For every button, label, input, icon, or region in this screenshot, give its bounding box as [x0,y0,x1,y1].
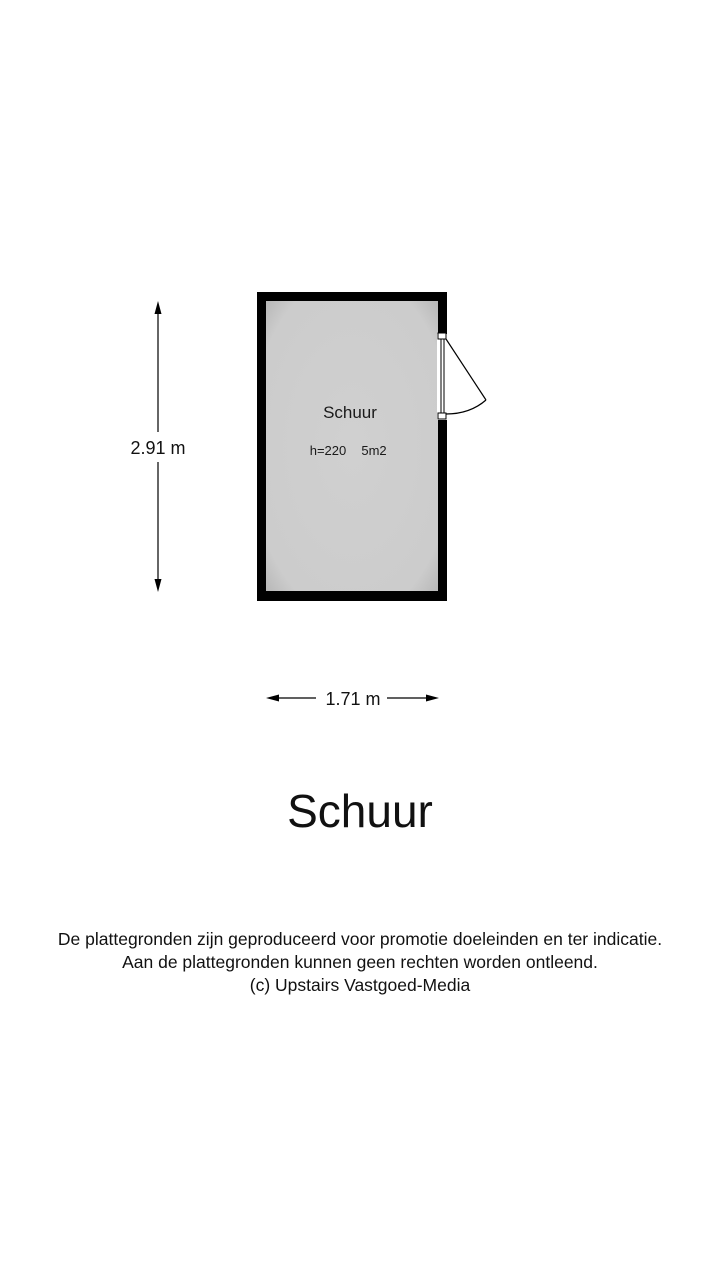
disclaimer-copyright: (c) Upstairs Vastgoed-Media [249,975,471,995]
room-area-label: 5m2 [361,443,387,458]
room-name-label: Schuur [323,403,377,422]
door [437,333,486,420]
floor-title: Schuur [287,785,433,837]
disclaimer [0,928,720,997]
disclaimer-line-2: Aan de plattegronden kunnen geen rechten worden ontleend. [122,952,598,972]
room-floor [266,301,438,591]
disclaimer-line-1: De plattegronden zijn geproduceerd voor promotie doeleinden en ter indicatie. [57,929,663,949]
room-height-label: h=220 [309,443,347,458]
depth-dimension-label: 2.91 m [130,438,186,458]
width-dimension-label: 1.71 m [325,689,381,709]
